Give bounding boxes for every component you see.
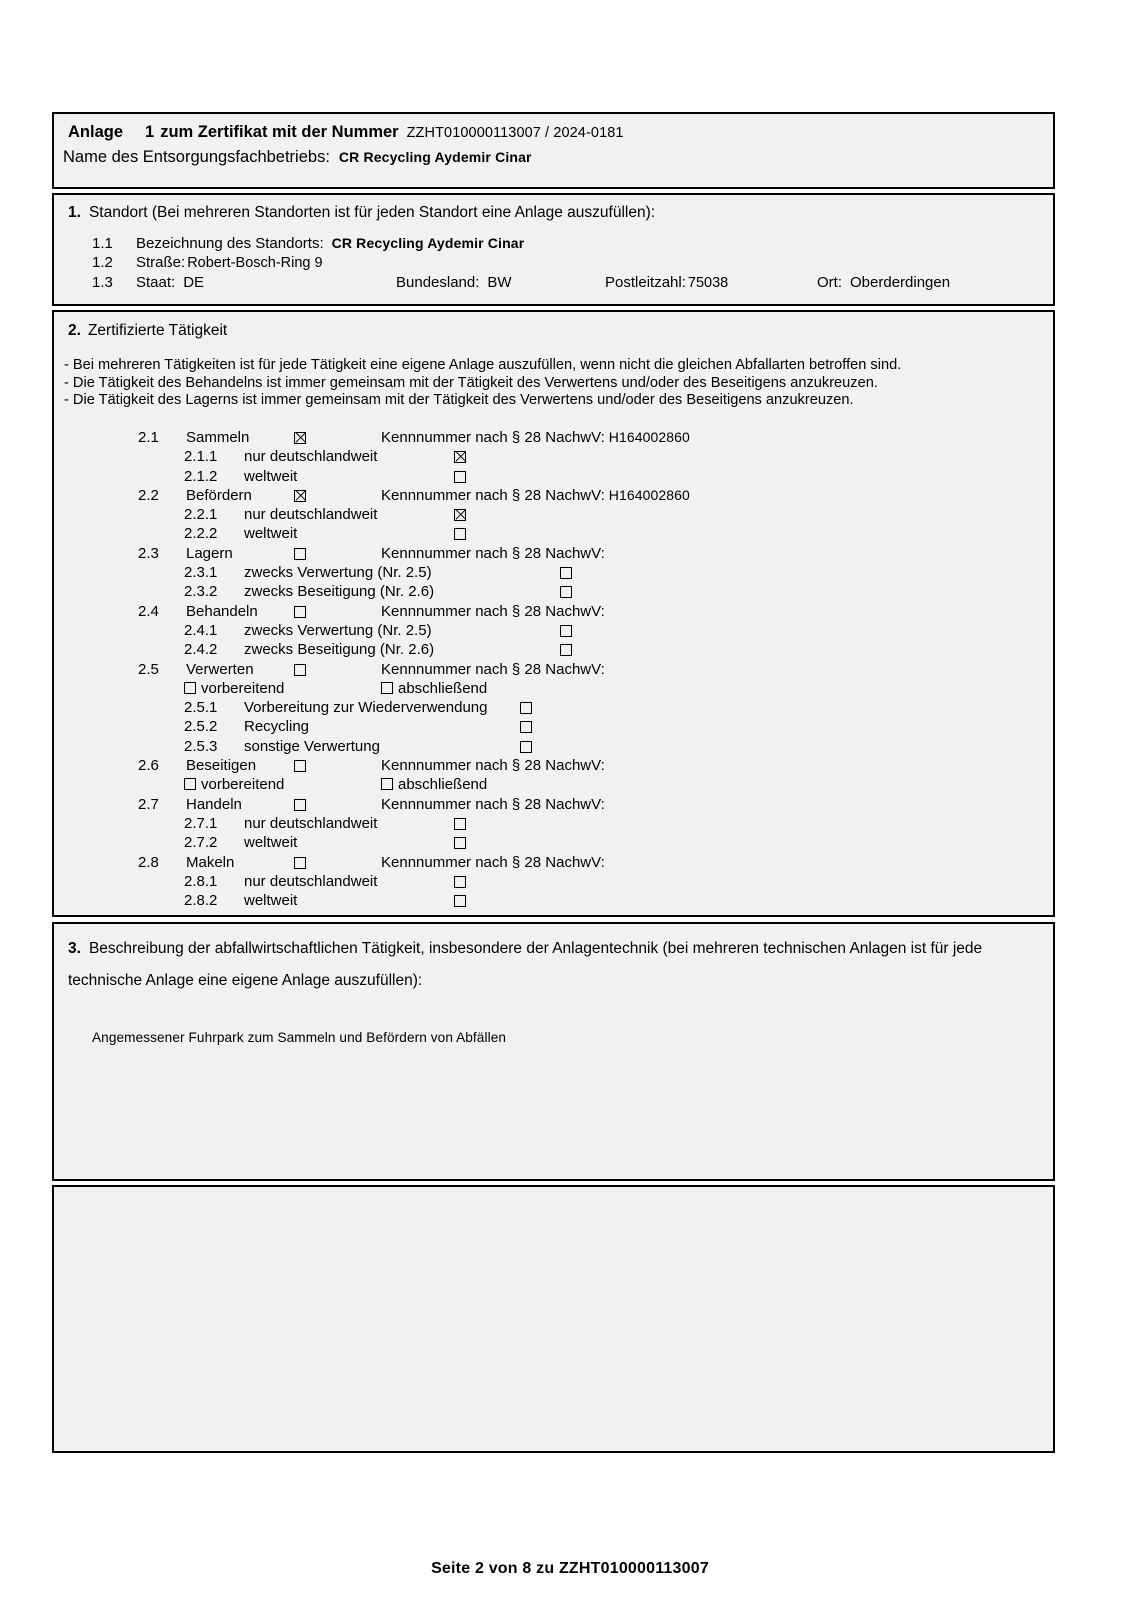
item-2-6-vorbereitend bbox=[184, 776, 284, 793]
item-2-8-kenn bbox=[381, 854, 609, 871]
item-2-2-index: 2.2 bbox=[138, 486, 159, 504]
kenn-label: Kennnummer nach § 28 NachwV: bbox=[381, 660, 605, 678]
company-name-label: Name des Entsorgungsfachbetriebs: bbox=[63, 148, 330, 166]
item-2-5-label: Verwerten bbox=[186, 660, 254, 678]
checklist-row-2-3-1 bbox=[86, 564, 1046, 583]
item-2-7-2-index: 2.7.2 bbox=[184, 834, 218, 852]
item-2-7-kenn bbox=[381, 796, 609, 813]
item-2-5-abschliessend bbox=[381, 680, 487, 697]
item-2-3-kennnummer bbox=[605, 545, 609, 561]
item-2-8-kennnummer bbox=[605, 854, 609, 870]
note-line: - Die Tätigkeit des Behandelns ist immer gemeinsam mit der Tätigkeit des Verwertens und/oder des Beseitigens anzukreuzen. bbox=[64, 374, 878, 391]
checklist-row-2-5-3 bbox=[86, 738, 1046, 757]
section-2-title bbox=[68, 322, 227, 340]
row-1-3-index: 1.3 bbox=[92, 274, 113, 291]
kenn-label: Kennnummer nach § 28 NachwV: bbox=[381, 544, 605, 562]
checkbox-2-5-vorbereitend[interactable] bbox=[184, 682, 196, 694]
item-2-5-index: 2.5 bbox=[138, 660, 159, 678]
item-2-6-label: Beseitigen bbox=[186, 757, 257, 775]
checklist-row-2-3-2 bbox=[86, 583, 1046, 602]
checkbox-2-2-2[interactable] bbox=[454, 528, 466, 540]
item-2-5-1-label: Vorbereitung zur Wiederverwendung bbox=[244, 699, 488, 717]
section-2-zertifizierte-taetigkeit bbox=[52, 310, 1055, 917]
checklist-row-2-3 bbox=[86, 545, 1046, 564]
item-2-8-index: 2.8 bbox=[138, 853, 159, 871]
checklist-row-2-4-1 bbox=[86, 622, 1046, 641]
item-2-2-kenn bbox=[381, 487, 690, 504]
ort-label: Ort: bbox=[817, 274, 842, 291]
item-2-5-1-index: 2.5.1 bbox=[184, 699, 218, 717]
section-1-number: 1. bbox=[68, 204, 81, 221]
checklist-row-2-2-2 bbox=[86, 525, 1046, 544]
row-1-2-strasse bbox=[92, 254, 323, 271]
section-3-title-text: Beschreibung der abfallwirtschaftlichen Tätigkeit, insbesondere der Anlagentechnik (bei mehreren technischen Anlagen ist für jede technische Anlage eine eigene Anlage auszufüllen): bbox=[68, 940, 983, 989]
abschliessend-label: abschließend bbox=[398, 679, 488, 697]
checkbox-2-7-1[interactable] bbox=[454, 818, 466, 830]
section-3-title bbox=[68, 933, 1043, 997]
bundesland-group bbox=[396, 274, 512, 291]
kenn-label: Kennnummer nach § 28 NachwV: bbox=[381, 853, 605, 871]
item-2-7-index: 2.7 bbox=[138, 795, 159, 813]
checklist-row-2-1 bbox=[86, 429, 1046, 448]
row-1-1-bezeichnung bbox=[92, 235, 524, 252]
item-2-1-2-index: 2.1.2 bbox=[184, 467, 218, 485]
item-2-2-kennnummer: H164002860 bbox=[608, 486, 690, 503]
checkbox-2-6-abschliessend[interactable] bbox=[381, 778, 393, 790]
section-1-title-text: Standort (Bei mehreren Standorten ist für jeden Standort eine Anlage auszufüllen): bbox=[88, 204, 656, 221]
note-line: - Bei mehreren Tätigkeiten ist für jede Tätigkeit eine eigene Anlage auszufüllen, wenn nicht die gleichen Abfallarten betroffen sind. bbox=[64, 357, 902, 373]
kenn-label: Kennnummer nach § 28 NachwV: bbox=[381, 602, 605, 620]
item-2-2-1-index: 2.2.1 bbox=[184, 506, 218, 524]
checkbox-2-5-3[interactable] bbox=[520, 741, 532, 753]
activity-checklist bbox=[86, 429, 1046, 911]
item-2-5-vorbereitend bbox=[184, 680, 284, 697]
item-2-7-kennnummer bbox=[605, 796, 609, 812]
kenn-label: Kennnummer nach § 28 NachwV: bbox=[381, 486, 605, 504]
item-2-5-kennnummer bbox=[605, 661, 609, 677]
checklist-row-2-4-2 bbox=[86, 641, 1046, 660]
item-2-7-2-label: weltweit bbox=[244, 834, 298, 852]
staat-label: Staat: bbox=[136, 274, 176, 291]
header-box bbox=[52, 112, 1055, 189]
checkbox-2-2[interactable] bbox=[294, 490, 306, 502]
checkbox-2-7-2[interactable] bbox=[454, 837, 466, 849]
item-2-7-1-index: 2.7.1 bbox=[184, 814, 218, 832]
item-2-3-kenn bbox=[381, 545, 609, 562]
item-2-4-1-index: 2.4.1 bbox=[184, 621, 218, 639]
section-2-title-text: Zertifizierte Tätigkeit bbox=[87, 322, 228, 339]
checkbox-2-8[interactable] bbox=[294, 857, 306, 869]
company-name-value: CR Recycling Aydemir Cinar bbox=[338, 149, 532, 165]
section-3-number: 3. bbox=[68, 940, 81, 957]
checklist-row-2-1-1 bbox=[86, 448, 1046, 467]
item-2-1-1-index: 2.1.1 bbox=[184, 448, 218, 466]
checklist-row-2-6 bbox=[86, 757, 1046, 776]
item-2-4-kenn bbox=[381, 603, 609, 620]
item-2-3-label: Lagern bbox=[186, 544, 233, 562]
vorbereitend-label: vorbereitend bbox=[201, 776, 285, 794]
checklist-row-2-7-1 bbox=[86, 815, 1046, 834]
checkbox-2-8-2[interactable] bbox=[454, 895, 466, 907]
checklist-row-2-8-2 bbox=[86, 892, 1046, 911]
item-2-3-2-label: zwecks Beseitigung (Nr. 2.6) bbox=[244, 583, 435, 601]
item-2-7-1-label: nur deutschlandweit bbox=[244, 814, 378, 832]
checkbox-2-7[interactable] bbox=[294, 799, 306, 811]
item-2-5-3-index: 2.5.3 bbox=[184, 737, 218, 755]
item-2-4-index: 2.4 bbox=[138, 602, 159, 620]
checklist-row-2-2-1 bbox=[86, 506, 1046, 525]
checklist-row-2-7 bbox=[86, 796, 1046, 815]
checklist-row-2-8-1 bbox=[86, 873, 1046, 892]
row-1-1-value: CR Recycling Aydemir Cinar bbox=[331, 235, 525, 251]
kenn-label: Kennnummer nach § 28 NachwV: bbox=[381, 429, 605, 446]
item-2-1-1-label: nur deutschlandweit bbox=[244, 448, 378, 466]
item-2-5-2-index: 2.5.2 bbox=[184, 718, 218, 736]
section-3-description-text: Angemessener Fuhrpark zum Sammeln und Befördern von Abfällen bbox=[92, 1030, 507, 1045]
checkbox-2-6-vorbereitend[interactable] bbox=[184, 778, 196, 790]
checkbox-2-5-1[interactable] bbox=[520, 702, 532, 714]
item-2-1-label: Sammeln bbox=[186, 429, 250, 446]
plz-label: Postleitzahl: bbox=[605, 274, 686, 291]
item-2-3-index: 2.3 bbox=[138, 544, 159, 562]
checklist-row-2-5-modes bbox=[86, 680, 1046, 699]
item-2-4-1-label: zwecks Verwertung (Nr. 2.5) bbox=[244, 621, 432, 639]
ort-value: Oberderdingen bbox=[850, 274, 951, 291]
item-2-3-2-index: 2.3.2 bbox=[184, 583, 218, 601]
item-2-6-index: 2.6 bbox=[138, 757, 159, 775]
anlage-label: Anlage bbox=[68, 123, 124, 141]
item-2-1-index: 2.1 bbox=[138, 429, 159, 446]
item-2-1-2-label: weltweit bbox=[244, 467, 298, 485]
item-2-8-1-index: 2.8.1 bbox=[184, 872, 218, 890]
checklist-row-2-6-modes bbox=[86, 776, 1046, 795]
checkbox-2-8-1[interactable] bbox=[454, 876, 466, 888]
item-2-1-kennnummer: H164002860 bbox=[608, 429, 690, 445]
item-2-8-1-label: nur deutschlandweit bbox=[244, 872, 378, 890]
checkbox-2-3-2[interactable] bbox=[560, 586, 572, 598]
item-2-3-1-label: zwecks Verwertung (Nr. 2.5) bbox=[244, 564, 432, 582]
row-1-1-index: 1.1 bbox=[92, 235, 113, 252]
item-2-5-2-label: Recycling bbox=[244, 718, 310, 736]
item-2-6-kennnummer bbox=[605, 757, 609, 773]
item-2-2-2-index: 2.2.2 bbox=[184, 525, 218, 543]
checkbox-2-1[interactable] bbox=[294, 432, 306, 444]
item-2-8-2-index: 2.8.2 bbox=[184, 892, 218, 910]
checkbox-2-5[interactable] bbox=[294, 664, 306, 676]
zum-zertifikat-label: zum Zertifikat mit der Nummer bbox=[160, 123, 399, 141]
item-2-4-2-label: zwecks Beseitigung (Nr. 2.6) bbox=[244, 641, 435, 659]
section-1-title bbox=[68, 204, 655, 222]
company-name-line bbox=[63, 148, 532, 167]
certificate-number: ZZHT010000113007 / 2024-0181 bbox=[406, 125, 624, 141]
page-footer: Seite 2 von 8 zu ZZHT010000113007 bbox=[431, 1560, 709, 1577]
checkbox-2-6[interactable] bbox=[294, 760, 306, 772]
checkbox-2-4-2[interactable] bbox=[560, 644, 572, 656]
checklist-row-2-7-2 bbox=[86, 834, 1046, 853]
vorbereitend-label: vorbereitend bbox=[201, 679, 285, 697]
plz-group bbox=[605, 274, 728, 291]
item-2-6-abschliessend bbox=[381, 776, 487, 793]
item-2-3-1-index: 2.3.1 bbox=[184, 564, 218, 582]
row-1-2-value: Robert-Bosch-Ring 9 bbox=[187, 255, 323, 271]
checklist-row-2-4 bbox=[86, 603, 1046, 622]
checkbox-2-5-abschliessend[interactable] bbox=[381, 682, 393, 694]
item-2-6-kenn bbox=[381, 757, 609, 774]
section-3-beschreibung bbox=[52, 922, 1055, 1181]
ort-group bbox=[817, 274, 950, 291]
item-2-5-kenn bbox=[381, 661, 609, 678]
item-2-4-2-index: 2.4.2 bbox=[184, 641, 218, 659]
note-line: - Die Tätigkeit des Lagerns ist immer gemeinsam mit der Tätigkeit des Verwertens und/oder des Beseitigens anzukreuzen. bbox=[64, 392, 854, 408]
section-2-notes bbox=[64, 357, 901, 410]
checklist-row-2-5-1 bbox=[86, 699, 1046, 718]
kenn-label: Kennnummer nach § 28 NachwV: bbox=[381, 757, 605, 775]
item-2-7-label: Handeln bbox=[186, 795, 242, 813]
checklist-row-2-5 bbox=[86, 661, 1046, 680]
checkbox-2-3-1[interactable] bbox=[560, 567, 572, 579]
section-2-number: 2. bbox=[68, 322, 81, 339]
item-2-4-label: Behandeln bbox=[186, 602, 258, 620]
staat-value: DE bbox=[183, 274, 205, 291]
item-2-2-2-label: weltweit bbox=[244, 525, 298, 543]
checkbox-2-4-1[interactable] bbox=[560, 625, 572, 637]
item-2-1-kenn bbox=[381, 429, 690, 446]
plz-value: 75038 bbox=[687, 275, 729, 291]
checklist-row-2-1-2 bbox=[86, 468, 1046, 487]
checklist-row-2-2 bbox=[86, 487, 1046, 506]
row-1-2-label: Straße: bbox=[136, 254, 186, 271]
item-2-2-1-label: nur deutschlandweit bbox=[244, 506, 378, 524]
row-1-1-label: Bezeichnung des Standorts: bbox=[136, 235, 324, 252]
kenn-label: Kennnummer nach § 28 NachwV: bbox=[381, 795, 605, 813]
row-1-2-index: 1.2 bbox=[92, 254, 113, 271]
checkbox-2-5-2[interactable] bbox=[520, 721, 532, 733]
abschliessend-label: abschließend bbox=[398, 776, 488, 794]
row-1-3-staat bbox=[92, 274, 951, 291]
checklist-row-2-8 bbox=[86, 854, 1046, 873]
header-title-line bbox=[68, 123, 624, 142]
checkbox-2-3[interactable] bbox=[294, 548, 306, 560]
bundesland-label: Bundesland: bbox=[396, 274, 480, 291]
item-2-8-2-label: weltweit bbox=[244, 892, 298, 910]
section-1-standort bbox=[52, 193, 1055, 306]
checkbox-2-4[interactable] bbox=[294, 606, 306, 618]
checkbox-2-1-2[interactable] bbox=[454, 471, 466, 483]
item-2-8-label: Makeln bbox=[186, 853, 235, 871]
checkbox-2-1-1[interactable] bbox=[454, 451, 466, 463]
item-2-4-kennnummer bbox=[605, 603, 609, 619]
checkbox-2-2-1[interactable] bbox=[454, 509, 466, 521]
anlage-number: 1 bbox=[145, 123, 155, 141]
section-4-empty-box bbox=[52, 1185, 1055, 1453]
item-2-2-label: Befördern bbox=[186, 486, 252, 504]
bundesland-value: BW bbox=[487, 274, 512, 291]
checklist-row-2-5-2 bbox=[86, 718, 1046, 737]
item-2-5-3-label: sonstige Verwertung bbox=[244, 737, 380, 755]
